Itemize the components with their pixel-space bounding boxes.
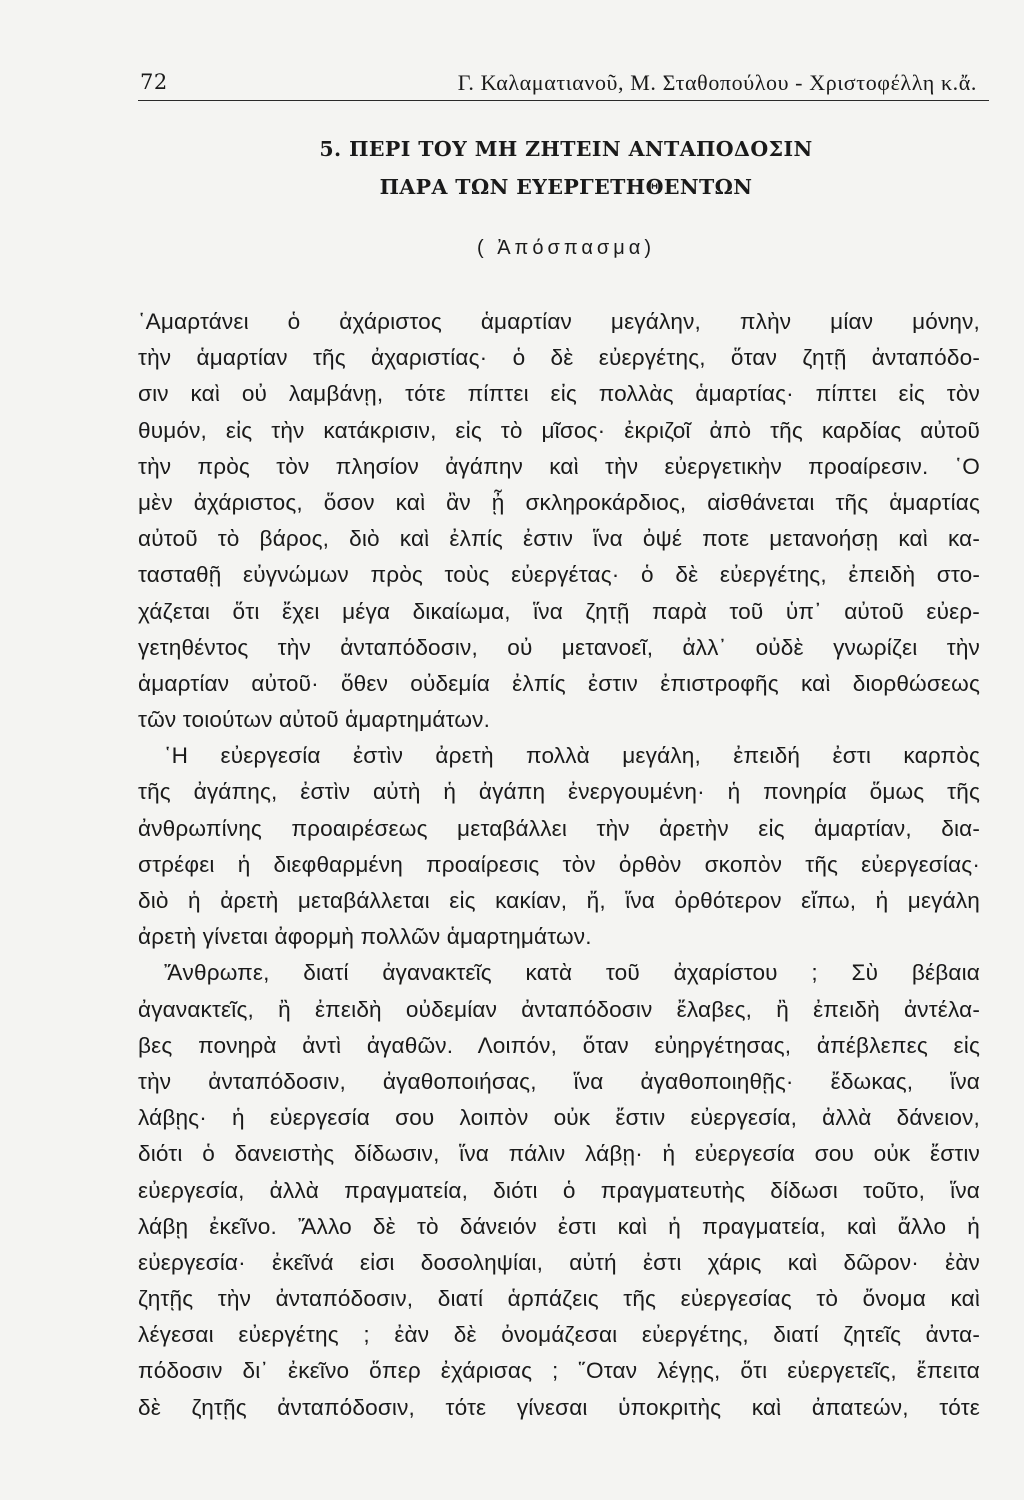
text-line: ῾Αμαρτάνει ὁ ἀχάριστος ἁμαρτίαν μεγάλην, πλὴν μίαν μόνην, [138, 309, 980, 334]
text-line: πόδοσιν δι᾽ ἐκεῖνο ὅπερ ἐχάρισας ; ῞Οταν λέγῃς, ὅτι εὐεργετεῖς, ἔπειτα [138, 1358, 980, 1384]
text-line: ῾Η εὐεργεσία ἐστὶν ἀρετὴ πολλὰ μεγάλη, ἐπειδή ἐστι καρπὸς [164, 743, 980, 769]
text-line: ἀγανακτεῖς, ἢ ἐπειδὴ οὐδεμίαν ἀνταπόδοσιν ἔλαβες, ἢ ἐπειδὴ ἀντέλα- [138, 996, 980, 1022]
text-line: τὴν ἁμαρτίαν τῆς ἀχαριστίας· ὁ δὲ εὐεργέτης, ὅταν ζητῇ ἀνταπόδο- [138, 345, 980, 371]
text-line: Ἄνθρωπε, διατί ἀγανακτεῖς κατὰ τοῦ ἀχαρίστου ; Σὺ βέβαια [164, 960, 980, 986]
text-line: ἀνθρωπίνης προαιρέσεως μεταβάλλει τὴν ἀρετὴν εἰς ἁμαρτίαν, δια- [138, 815, 980, 841]
text-line: τασταθῇ εὐγνώμων πρὸς τοὺς εὐεργέτας· ὁ δὲ εὐεργέτης, ἐπειδὴ στο- [138, 562, 980, 588]
text-line: ζητῇς τὴν ἀνταπόδοσιν, διατί ἁρπάζεις τῆς εὐεργεσίας τὸ ὄνομα καὶ [138, 1286, 980, 1312]
section-title-line-1: 5. ΠΕΡΙ ΤΟΥ ΜΗ ΖΗΤΕΙΝ ΑΝΤΑΠΟΔΟΣΙΝ [319, 137, 813, 161]
text-line: εὐεργεσία, ἀλλὰ πραγματεία, διότι ὁ πραγματευτὴς δίδωσι τοῦτο, ἵνα [138, 1177, 980, 1203]
text-line: στρέφει ἡ διεφθαρμένη προαίρεσις τὸν ὀρθὸν σκοπὸν τῆς εὐεργεσίας· [138, 851, 980, 877]
text-line: ἀρετὴ γίνεται ἀφορμὴ πολλῶν ἁμαρτημάτων. [138, 924, 592, 950]
text-line: σιν καὶ οὐ λαμβάνῃ, τότε πίπτει εἰς πολλὰς ἁμαρτίας· πίπτει εἰς τὸν [138, 381, 980, 407]
text-line: δὲ ζητῇς ἀνταπόδοσιν, τότε γίνεσαι ὑποκριτὴς καὶ ἀπατεών, τότε [138, 1394, 980, 1420]
section-title-line-2: ΠΑΡΑ ΤΩΝ ΕΥΕΡΓΕΤΗΘΕΝΤΩΝ [379, 175, 753, 199]
text-line: τὴν πρὸς τὸν πλησίον ἀγάπην καὶ τὴν εὐεργετικὴν προαίρεσιν. ῾Ο [138, 453, 980, 479]
text-line: τῆς ἀγάπης, ἐστὶν αὐτὴ ἡ ἀγάπη ἐνεργουμένη· ἡ πονηρία ὅμως τῆς [138, 779, 980, 805]
section-title [138, 130, 994, 206]
text-line: αὐτοῦ τὸ βάρος, διὸ καὶ ἐλπίς ἐστιν ἵνα ὀψέ ποτε μετανοήσῃ καὶ κα- [138, 526, 980, 552]
text-line: τὴν ἀνταπόδοσιν, ἀγαθοποιήσας, ἵνα ἀγαθοποιηθῇς· ἔδωκας, ἵνα [138, 1068, 980, 1094]
text-line: λάβῃ ἐκεῖνο. Ἄλλο δὲ τὸ δάνειόν ἐστι καὶ ἡ πραγματεία, καὶ ἄλλο ἡ [138, 1213, 980, 1239]
header-rule [138, 100, 989, 101]
text-line: διότι ὁ δανειστὴς δίδωσιν, ἵνα πάλιν λάβῃ· ἡ εὐεργεσία σου οὐκ ἔστιν [138, 1141, 980, 1167]
text-line: διὸ ἡ ἀρετὴ μεταβάλλεται εἰς κακίαν, ἤ, ἵνα ὀρθότερον εἴπω, ἡ μεγάλη [138, 888, 980, 913]
body-text [138, 304, 980, 1426]
text-line: τῶν τοιούτων αὐτοῦ ἁμαρτημάτων. [138, 707, 491, 733]
running-header-authors: Γ. Καλαματιανοῦ, Μ. Σταθοπούλου - Χριστοφέλλη κ.ἄ. [457, 70, 977, 95]
text-line: θυμόν, εἰς τὴν κατάκρισιν, εἰς τὸ μῖσος· ἐκριζοῖ ἀπὸ τῆς καρδίας αὐτοῦ [138, 417, 980, 443]
text-line: μὲν ἀχάριστος, ὅσον καὶ ἂν ᾖ σκληροκάρδιος, αἰσθάνεται τῆς ἁμαρτίας [138, 489, 980, 515]
section-subtitle: ( Ἀπόσπασμα) [477, 237, 655, 259]
text-line: εὐεργεσία· ἐκεῖνά εἰσι δοσοληψίαι, αὐτή ἐστι χάρις καὶ δῶρον· ἐὰν [138, 1249, 980, 1275]
page-number: 72 [140, 70, 168, 94]
text-line: λέγεσαι εὐεργέτης ; ἐὰν δὲ ὀνομάζεσαι εὐεργέτης, διατί ζητεῖς ἀντα- [138, 1322, 980, 1348]
text-line: βες πονηρὰ ἀντὶ ἀγαθῶν. Λοιπόν, ὅταν εὐηργέτησας, ἀπέβλεπες εἰς [138, 1032, 980, 1058]
text-line: ἁμαρτίαν αὐτοῦ· ὅθεν οὐδεμία ἐλπίς ἐστιν ἐπιστροφῆς καὶ διορθώσεως [138, 670, 980, 696]
text-line: χάζεται ὅτι ἔχει μέγα δικαίωμα, ἵνα ζητῇ παρὰ τοῦ ὑπ᾽ αὐτοῦ εὐερ- [138, 598, 980, 624]
running-header [140, 64, 989, 98]
text-line: γετηθέντος τὴν ἀνταπόδοσιν, οὐ μετανοεῖ, ἀλλ᾽ οὐδὲ γνωρίζει τὴν [138, 634, 980, 660]
text-line: λάβῃς· ἡ εὐεργεσία σου λοιπὸν οὐκ ἔστιν εὐεργεσία, ἀλλὰ δάνειον, [138, 1105, 980, 1131]
